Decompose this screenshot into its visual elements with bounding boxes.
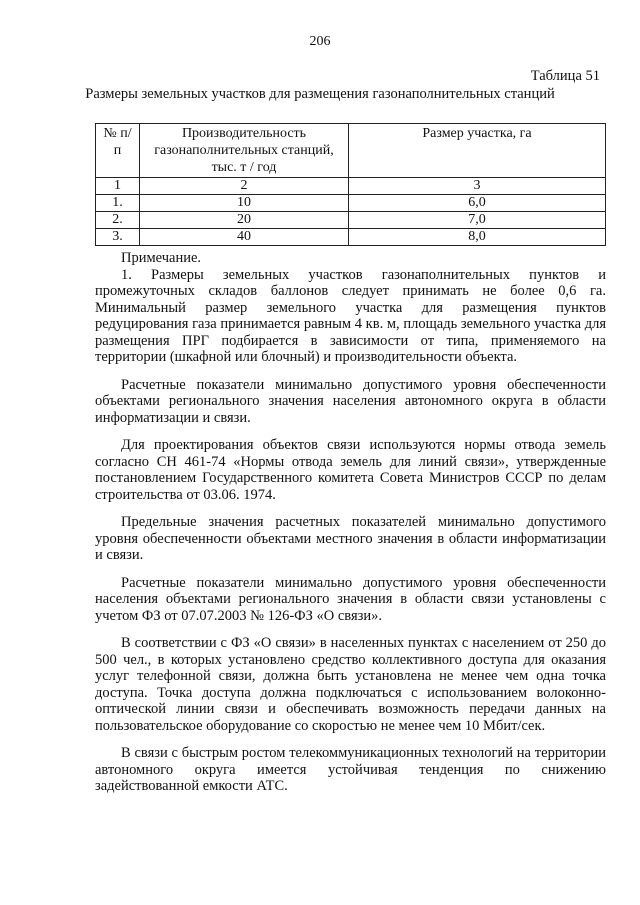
table-row xyxy=(96,229,606,246)
table-number: Таблица 51 xyxy=(530,68,600,84)
paragraph: В соответствии с ФЗ «О связи» в населенных пунктах с населением от 250 до 500 чел., в которых установлено средство коллективного доступа для оказания услуг телефонной связи, должна быть установлена не менее чем одна точка доступа. Точка доступа должна подключаться с использованием волоконно-оптической линии связи и обеспечивать возможность передачи данных на пользовательское оборудование со скоростью не менее чем 10 Мбит/сек. xyxy=(95,635,606,734)
table-cell: 1 xyxy=(96,178,140,195)
table-cell: 2 xyxy=(140,178,349,195)
paragraph: В связи с быстрым ростом телекоммуникационных технологий на территории автономного округа имеется устойчивая тенденция по снижению задействованной емкости АТС. xyxy=(95,745,606,794)
table-caption: Размеры земельных участков для размещения газонаполнительных станций xyxy=(85,86,555,102)
table-row xyxy=(96,195,606,212)
table-cell: 7,0 xyxy=(349,212,606,229)
table-cell: 3 xyxy=(349,178,606,195)
table-cell: 40 xyxy=(140,229,349,246)
table-row xyxy=(96,212,606,229)
table-cell: 20 xyxy=(140,212,349,229)
paragraph: Для проектирования объектов связи используются нормы отвода земель согласно СН 461-74 «Нормы отвода земель для линий связи», утвержденные постановлением Государственного комитета Совета Министров СССР по делам строительства от 03.06. 1974. xyxy=(95,437,606,503)
note-paragraph: 1. Размеры земельных участков газонаполнительных пунктов и промежуточных складов баллонов следует принимать не более 0,6 га. Минимальный размер земельного участка для размещения пунктов редуцирования газа принимается равным 4 кв. м, площадь земельного участка для размещения ПРГ подбирается в зависимости от типа, применяемого на территории (шкафной или блочный) и производительности объекта. xyxy=(95,266,606,365)
page-number: 206 xyxy=(309,34,331,49)
note-title: Примечание. xyxy=(121,250,202,266)
body-text xyxy=(95,250,606,795)
table-header-row xyxy=(96,124,606,178)
table-cell: 6,0 xyxy=(349,195,606,212)
paragraph: Расчетные показатели минимально допустимого уровня обеспеченности объектами регионального значения населения автономного округа в области информатизации и связи. xyxy=(95,376,606,426)
paragraph: Расчетные показатели минимально допустимого уровня обеспеченности населения объектами регионального значения в области связи установлены с учетом ФЗ от 07.07.2003 № 126-ФЗ «О связи». xyxy=(95,574,606,624)
land-plot-size-table xyxy=(95,123,606,246)
table-row xyxy=(96,178,606,195)
table-cell: 3. xyxy=(96,229,140,246)
table-cell: 1. xyxy=(96,195,140,212)
paragraph: Предельные значения расчетных показателей минимально допустимого уровня обеспеченности объектами местного значения в области информатизации и связи. xyxy=(95,514,606,563)
header-number: № п/п xyxy=(96,124,140,178)
header-capacity: Производительность газонаполнительных станций, тыс. т / год xyxy=(140,124,349,178)
table-cell: 10 xyxy=(140,195,349,212)
table-cell: 2. xyxy=(96,212,140,229)
table-cell: 8,0 xyxy=(349,229,606,246)
header-plot-size: Размер участка, га xyxy=(349,124,606,178)
